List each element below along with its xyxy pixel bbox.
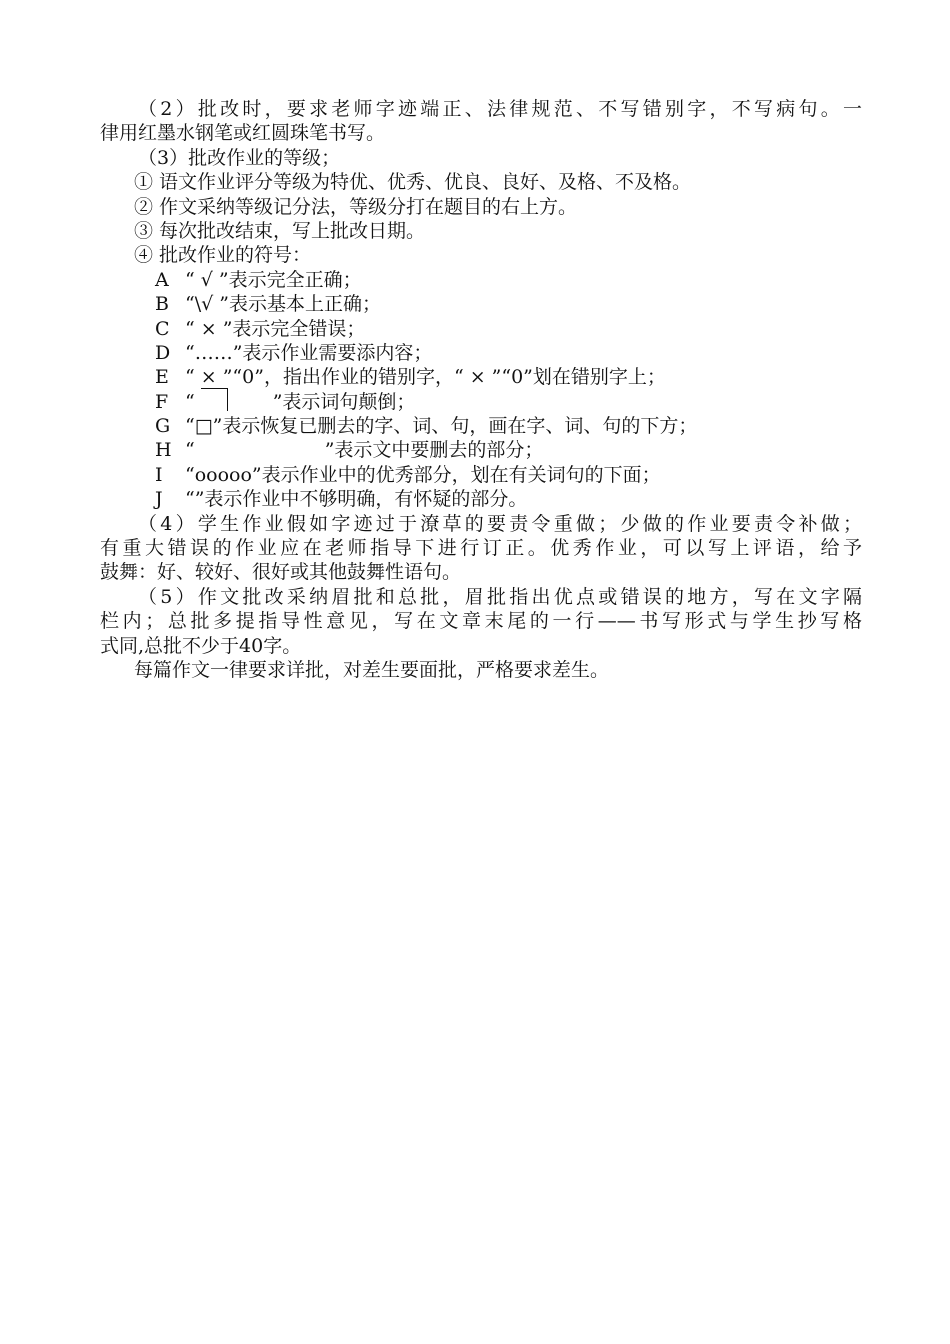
symbol-text: “……”表示作业需要添内容； [185, 341, 433, 364]
symbol-text: “”表示作业中不够明确，有怀疑的部分。 [185, 488, 528, 511]
para5-line2: 栏内；总批多提指导性意见，写在文章末尾的一行——书写形式与学生抄写格 [100, 610, 862, 633]
symbol-text: “ooooo”表示作业中的优秀部分，划在有关词句的下面； [185, 463, 661, 486]
symbol-item-b [100, 292, 862, 316]
symbol-letter: A [155, 268, 169, 291]
delete-mark-space [195, 438, 325, 462]
symbol-item-a [100, 268, 862, 292]
symbol-item-f [100, 390, 862, 414]
symbol-letter: B [155, 293, 169, 316]
open-quote: “ [185, 390, 195, 413]
para4-line1: （4）学生作业假如字迹过于潦草的要责令重做；少做的作业要责令补做； [138, 512, 862, 535]
reverse-order-mark-stroke [201, 388, 228, 411]
para2-line2: 律用红墨水钢笔或红圆珠笔书写。 [100, 122, 386, 145]
symbol-text: “ × ”表示完全错误； [185, 317, 366, 340]
para2-line1: （2）批改时，要求老师字迹端正、法律规范、不写错别字，不写病句。一 [138, 98, 862, 120]
symbol-letter: E [155, 366, 169, 389]
symbol-letter: J [155, 488, 163, 511]
symbol-item-e [100, 365, 862, 389]
open-quote: “ [185, 439, 195, 462]
symbol-text: ”表示词句颠倒； [272, 390, 416, 413]
para3-heading: （3）批改作业的等级； [138, 146, 341, 169]
symbol-text: ”表示文中要删去的部分； [324, 439, 544, 462]
symbol-letter: I [155, 463, 163, 486]
symbol-text: “□”表示恢复已删去的字、词、句，画在字、词、句的下方； [185, 415, 698, 438]
reverse-order-mark [195, 390, 273, 414]
symbol-item-j [100, 487, 862, 511]
grade-item-2: ② 作文采纳等级记分法，等级分打在题目的右上方。 [134, 195, 578, 218]
document-body [100, 97, 862, 682]
symbol-item-i [100, 463, 862, 487]
symbol-letter: G [155, 415, 171, 438]
symbol-letter: D [155, 341, 171, 364]
grade-item-3: ③ 每次批改结束，写上批改日期。 [134, 219, 426, 242]
symbol-text: “ × ”“0”，指出作业的错别字，“ × ”“0”划在错别字上； [185, 366, 666, 389]
symbol-item-g [100, 414, 862, 438]
para4-line2: 有重大错误的作业应在老师指导下进行订正。优秀作业，可以写上评语，给予 [100, 537, 862, 560]
symbol-letter: F [155, 390, 169, 413]
para5-line3: 式同,总批不少于40字。 [100, 634, 302, 657]
grade-item-4: ④ 批改作业的符号： [134, 244, 312, 267]
symbol-text: “ √ ”表示完全正确； [185, 268, 362, 291]
para4-line3: 鼓舞：好、较好、很好或其他鼓舞性语句。 [100, 561, 462, 584]
symbol-letter: C [155, 317, 170, 340]
symbol-item-c [100, 317, 862, 341]
symbol-item-d [100, 341, 862, 365]
symbol-letter: H [155, 439, 172, 462]
symbol-text: “\√ ”表示基本上正确； [185, 293, 381, 316]
closing-line: 每篇作文一律要求详批，对差生要面批，严格要求差生。 [134, 658, 610, 681]
grade-item-1: ① 语文作业评分等级为特优、优秀、优良、良好、及格、不及格。 [134, 171, 692, 194]
symbol-item-h [100, 438, 862, 462]
para5-line1: （5）作文批改采纳眉批和总批，眉批指出优点或错误的地方，写在文字隔 [138, 585, 862, 608]
